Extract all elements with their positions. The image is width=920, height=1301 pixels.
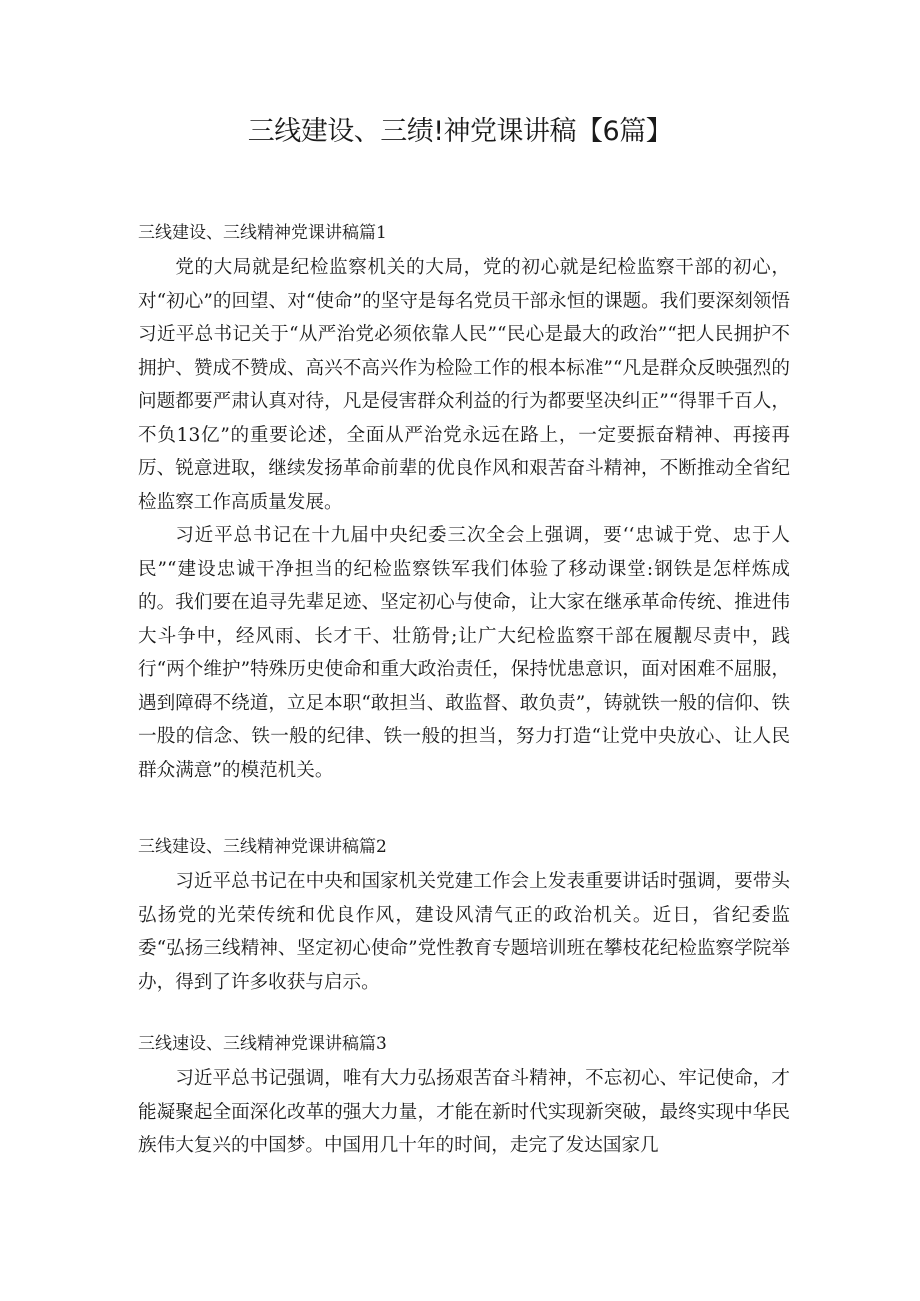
- section-body: [138, 1062, 790, 1196]
- document-title: 三线建设、三绩!神党课讲稿【6篇】: [247, 116, 673, 147]
- section-heading: 三线建设、三线精神党课讲稿篇1: [138, 223, 387, 243]
- paragraph: 习近平总书记强调，唯有大力弘扬艰苦奋斗精神，不忘初心、牢记使命，才能凝聚起全面深化改革的强大力量，才能在新时代实现新突破，最终实现中华民族伟大复兴的中国梦。中国用几十年的时间，走完了发达国家几: [138, 1068, 790, 1156]
- paragraph: 党的大局就是纪检监察机关的大局，党的初心就是纪检监察干部的初心，对“初心”的回望、对“使命”的坚守是每名党员干部永恒的课题。我们要深刻领悟习近平总书记关于“从严治党必须依靠人民”“民心是最大的政治”“把人民拥护不拥护、赞成不赞成、高兴不高兴作为检险工作的根本标准”“凡是群众反映强烈的问题都要严肃认真对待，凡是侵害群众利益的行为都要坚决纠正”“得罪千百人，不负13亿”的重要论述，全面从严治党永远在路上，一定要振奋精神、再接再厉、锐意进取，继续发扬革命前辈的优良作风和艰苦奋斗精神，不断推动全省纪检监察工作高质量发展。: [138, 257, 790, 513]
- section-heading: 三线速设、三线精神党课讲稿篇3: [138, 1034, 387, 1054]
- paragraph: 习近平总书记在中央和国家机关党建工作会上发表重要讲话时强调，要带头弘扬党的光荣传统和优良作风，建设风清气正的政治机关。近日，省纪委监委“弘扬三线精神、坚定初心使命”党性教育专题培训班在攀枝花纪检监察学院举办，得到了许多收获与启示。: [138, 871, 790, 993]
- section-2: [138, 830, 790, 999]
- paragraph: 习近平总书记在十九届中央纪委三次全会上强调，要‘‘忠诚于党、忠于人民”“建设忠诚干净担当的纪检监察铁军我们体验了移动课堂:钢铁是怎样炼成的。我们要在追寻先辈足迹、坚定初心与使命，让大家在继承革命传统、推进伟大斗争中，经风雨、长才干、壮筋骨;让广大纪检监察干部在履觏尽责中，践行“两个维护”特殊历史使命和重大政治责任，保持忧患意识，面对困难不屈服，遇到障碍不绕道，立足本职“敢担当、敢监督、敢负责”，铸就铁一般的信仰、铁一股的信念、铁一般的纪律、铁一般的担当，努力打造“让党中央放心、让人民群众满意”的模范机关。: [138, 525, 790, 781]
- section-3: [138, 1027, 790, 1196]
- section-heading: 三线建设、三线精神党课讲稿篇2: [138, 837, 387, 857]
- section-1: [138, 216, 790, 787]
